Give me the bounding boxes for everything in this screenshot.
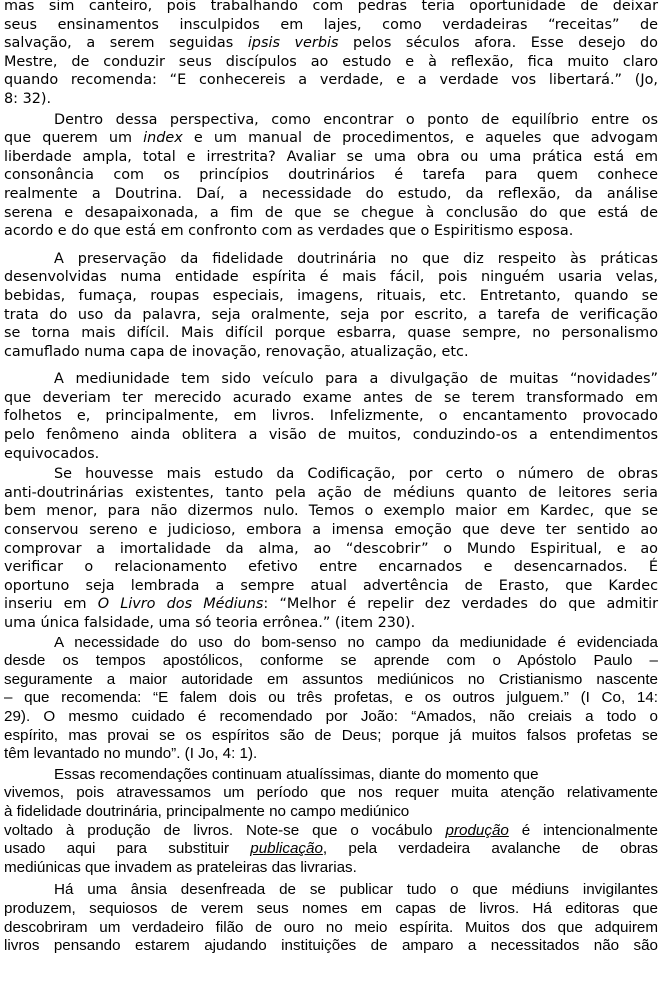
text-line: Se houvesse mais estudo da Codificação, por certo o número de obras	[54, 466, 658, 483]
text-line: trata do uso da palavra, seja oralmente, seja por escrito, a tarefa de verificação	[4, 306, 658, 323]
paragraph-5	[4, 465, 658, 632]
text-line	[4, 822, 658, 841]
italic-term: ipsis verbis	[247, 35, 339, 52]
text-line: anti-doutrinárias existentes, tanto pela ação de médiuns quanto de leitores seria	[4, 484, 658, 501]
text-line: mas sim canteiro, pois trabalhando com pedras teria oportunidade de deixar	[4, 0, 658, 14]
text-run: que querem um	[4, 130, 144, 147]
italic-term	[446, 822, 509, 839]
text-line: – que recomenda: “E falem dois ou três profetas, e os outros julguem.” (I Co, 14:	[4, 689, 658, 707]
text-line: Há uma ânsia desenfreada de se publicar tudo o que médiuns invigilantes	[54, 881, 658, 899]
text-line: pelo fenômeno ainda oblitera a visão de muitos, conduzindo-os a entendimentos	[4, 427, 658, 444]
text-line: mediúnicas que invadem as prateleiras das livrarias.	[4, 858, 357, 876]
text-line: A necessidade do uso do bom-senso no campo da mediunidade é evidenciada	[54, 633, 658, 651]
text-line: Mestre, de conduzir seus discípulos ao estudo e à reflexão, fica muito claro	[4, 53, 658, 70]
text-line: livros pensando estarem ajudando instituições de amparo a necessitados não são	[4, 937, 658, 955]
paragraph-3	[4, 250, 658, 362]
text-line: acordo e do que está em confronto com as verdades que o Espiritismo esposa.	[4, 223, 574, 240]
text-line: desenvolvidas numa entidade espírita é mais fácil, pois ninguém usaria velas,	[4, 269, 658, 286]
text-line: oportuno seja lembrada a sempre atual advertência de Erasto, que Kardec	[4, 577, 658, 594]
text-line	[4, 129, 658, 148]
text-run: usado aqui para substituir	[4, 840, 251, 858]
text-run: inseriu em	[4, 596, 98, 613]
text-line: folhetos e, principalmente, em livros. Infelizmente, o encantamento provocado	[4, 408, 658, 425]
paragraph-6	[4, 634, 658, 764]
paragraph-2	[4, 111, 658, 241]
text-line: serena e desapaixonada, a fim de que se chegue à conclusão do que está de	[4, 204, 658, 221]
text-run: : “Melhor é repelir dez verdades do que admitir	[263, 596, 659, 613]
underlined-term: publicação	[250, 840, 323, 858]
text-run: é intencionalmente	[508, 821, 658, 839]
paragraph-1	[4, 0, 658, 109]
text-line: 29). O mesmo cuidado é recomendado por João: “Amados, não creiais a todo o	[4, 707, 658, 725]
italic-term: index	[143, 130, 183, 147]
text-line: à fidelidade doutrinária, principalmente no campo mediúnico	[4, 802, 410, 820]
text-line: uma única falsidade, uma só teoria errônea.” (item 230).	[4, 615, 416, 631]
text-line: bem menor, para não dizermos nulo. Temos o exemplo maior em Kardec, que se	[4, 503, 658, 520]
underlined-term: produção	[445, 821, 509, 839]
text-line: 8: 32).	[4, 90, 52, 107]
text-line: realmente a Doutrina. Daí, a necessidade do estudo, da reflexão, da análise	[4, 185, 658, 202]
text-line: que deveriam ter merecido acurado exame antes de se terem transformado em	[4, 389, 658, 406]
text-line: A preservação da fidelidade doutrinária no que diz respeito às práticas	[54, 250, 658, 267]
text-line: conservou sereno e judicioso, embora a imensa emoção que deve ter sentido ao	[4, 522, 658, 539]
text-run: , pela verdadeira avalanche de obras	[322, 840, 658, 858]
text-line: equivocados.	[4, 445, 100, 462]
text-line: consonância com os princípios doutrinários é tarefa para quem conhece	[4, 167, 658, 184]
text-line	[4, 595, 658, 614]
text-line: Dentro dessa perspectiva, como encontrar o ponto de equilíbrio entre os	[54, 111, 658, 128]
text-run: e um manual de procedimentos, e aqueles que advogam	[182, 130, 658, 147]
text-line: quando recomenda: “E conhecereis a verdade, e a verdade vos libertará.” (Jo,	[4, 72, 658, 89]
text-line: espírito, mas provai se os espíritos são de Deus; porque já muitos falsos profetas se	[4, 726, 658, 744]
text-line: bebidas, fumaça, roupas especiais, imagens, rituais, etc. Entretanto, quando se	[4, 287, 658, 304]
text-line: seguramente a maior autoridade em assuntos mediúnicos no Cristianismo nascente	[4, 670, 658, 688]
text-line: liberdade ampla, total e irrestrita? Avaliar se uma obra ou uma prática está em	[4, 148, 658, 165]
italic-term	[250, 840, 323, 857]
paragraph-7	[4, 766, 658, 878]
text-line: descobriram um verdadeiro filão de ouro no meio espírita. Muitos dos que adquirem	[4, 918, 658, 936]
text-line: Essas recomendações continuam atualíssimas, diante do momento que	[54, 765, 539, 783]
text-run: pelos séculos afora. Esse desejo do	[338, 35, 658, 52]
text-run: salvação, a serem seguidas	[4, 35, 248, 52]
text-line: camuflado numa capa de inovação, renovação, atualização, etc.	[4, 343, 469, 360]
text-line: comprovar a imortalidade da alma, ao “descobrir” o Mundo Espiritual, e ao	[4, 540, 658, 557]
text-line	[4, 34, 658, 53]
text-line: têm levantado no mundo”. (I Jo, 4: 1).	[4, 745, 258, 763]
document-page	[4, 0, 658, 956]
text-line: produzem, sequiosos de verem seus nomes em capas de livros. Há editoras que	[4, 899, 658, 917]
paragraph-4	[4, 370, 658, 463]
book-title: O Livro dos Médiuns	[97, 596, 264, 613]
text-line: se torna mais difícil. Mais difícil porque esbarra, quase sempre, no personalismo	[4, 325, 658, 342]
text-run: voltado à produção de livros. Note-se que o vocábulo	[4, 821, 446, 839]
text-line: desde os tempos apostólicos, conforme se aprende com o Apóstolo Paulo –	[4, 652, 658, 670]
text-line: seus ensinamentos insculpidos em lajes, como verdadeiras “receitas” de	[4, 16, 658, 33]
paragraph-8	[4, 881, 658, 955]
text-line: verificar o relacionamento efetivo entre encarnados e desencarnados. É	[4, 559, 658, 576]
text-line: A mediunidade tem sido veículo para a divulgação de muitas “novidades”	[54, 371, 658, 388]
text-line: vivemos, pois atravessamos um período que nos requer muita atenção relativamente	[4, 784, 658, 802]
text-line	[4, 840, 658, 859]
